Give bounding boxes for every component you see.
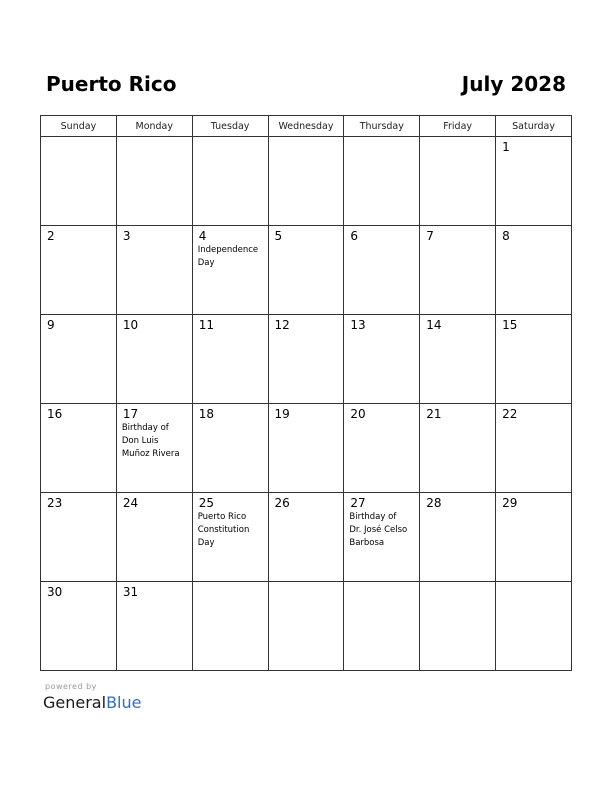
- holiday-label: Puerto Rico Constitution Day: [197, 512, 250, 548]
- weekday-friday: Friday: [420, 116, 496, 137]
- calendar-grid: [40, 115, 572, 671]
- holiday-label: Independence Day: [197, 245, 259, 268]
- day-number: 15: [502, 318, 518, 332]
- month-year-title: July 2028: [461, 72, 566, 96]
- day-number: 16: [47, 407, 63, 421]
- day-cell: [268, 137, 344, 226]
- day-number: 28: [426, 496, 442, 510]
- day-cell: [344, 404, 420, 493]
- day-cell: [192, 493, 268, 582]
- weekday-header-row: [41, 116, 572, 137]
- week-row: [41, 493, 572, 582]
- day-cell: [420, 137, 496, 226]
- day-cell: [116, 493, 192, 582]
- day-number: 11: [198, 318, 214, 332]
- week-row: [41, 315, 572, 404]
- day-number: 29: [502, 496, 518, 510]
- day-cell: [268, 582, 344, 671]
- day-number: 25: [198, 496, 214, 510]
- day-cell: [41, 226, 117, 315]
- weekday-wednesday: Wednesday: [268, 116, 344, 137]
- day-number: 5: [274, 229, 283, 243]
- day-cell: [420, 582, 496, 671]
- day-cell: [116, 137, 192, 226]
- day-cell: [496, 404, 572, 493]
- day-cell: [344, 137, 420, 226]
- weekday-tuesday: Tuesday: [192, 116, 268, 137]
- day-cell: [116, 226, 192, 315]
- day-number: 19: [274, 407, 290, 421]
- holiday-label: Birthday of Dr. José Celso Barbosa: [349, 512, 408, 548]
- day-cell: [344, 582, 420, 671]
- day-cell: [268, 226, 344, 315]
- week-row: [41, 582, 572, 671]
- day-number: 10: [122, 318, 139, 332]
- day-number: 26: [274, 496, 290, 510]
- day-number: 20: [350, 407, 366, 421]
- day-cell: [116, 582, 192, 671]
- day-cell: [344, 493, 420, 582]
- weekday-sunday: Sunday: [41, 116, 117, 137]
- day-cell: [41, 493, 117, 582]
- day-number: 31: [122, 585, 139, 599]
- day-cell: [192, 137, 268, 226]
- day-cell: [268, 315, 344, 404]
- week-row: [41, 226, 572, 315]
- day-number: 12: [274, 318, 290, 332]
- day-cell: [344, 315, 420, 404]
- day-number: 6: [350, 229, 359, 243]
- day-cell: [268, 404, 344, 493]
- day-number: 23: [47, 496, 63, 510]
- day-number: 21: [426, 407, 442, 421]
- day-cell: [116, 404, 192, 493]
- day-number: 14: [426, 318, 442, 332]
- day-number: 9: [47, 318, 55, 332]
- day-number: 4: [198, 229, 207, 243]
- generalblue-logo[interactable]: [43, 693, 141, 713]
- day-cell: [420, 226, 496, 315]
- day-cell: [420, 404, 496, 493]
- day-number: 1: [502, 140, 510, 154]
- day-cell: [496, 493, 572, 582]
- day-cell: [192, 315, 268, 404]
- day-number: 13: [350, 318, 366, 332]
- weekday-saturday: Saturday: [496, 116, 572, 137]
- weekday-thursday: Thursday: [344, 116, 420, 137]
- day-number: 24: [122, 496, 139, 510]
- day-number: 18: [198, 407, 214, 421]
- day-cell: [344, 226, 420, 315]
- day-cell: [192, 404, 268, 493]
- day-cell: [420, 493, 496, 582]
- day-number: 3: [122, 229, 131, 243]
- day-cell: [496, 315, 572, 404]
- day-number: 17: [122, 407, 139, 421]
- brand-general-text: General: [43, 693, 107, 712]
- day-cell: [116, 315, 192, 404]
- day-cell: [41, 582, 117, 671]
- week-row: [41, 404, 572, 493]
- day-cell: [41, 137, 117, 226]
- day-cell: [496, 226, 572, 315]
- day-number: 22: [502, 407, 518, 421]
- day-number: 7: [426, 229, 434, 243]
- day-cell: [192, 582, 268, 671]
- day-cell: [496, 137, 572, 226]
- day-number: 8: [502, 229, 510, 243]
- day-cell: [496, 582, 572, 671]
- day-cell: [41, 315, 117, 404]
- weekday-monday: Monday: [116, 116, 192, 137]
- week-row: [41, 137, 572, 226]
- day-number: 2: [47, 229, 55, 243]
- day-cell: [268, 493, 344, 582]
- powered-by-label: powered by: [45, 682, 97, 691]
- day-cell: [192, 226, 268, 315]
- holiday-label: Birthday of Don Luis Muñoz Rivera: [121, 423, 180, 459]
- region-title: Puerto Rico: [46, 72, 177, 96]
- brand-blue-text: Blue: [106, 693, 142, 712]
- day-number: 30: [47, 585, 63, 599]
- day-cell: [41, 404, 117, 493]
- day-number: 27: [350, 496, 366, 510]
- day-cell: [420, 315, 496, 404]
